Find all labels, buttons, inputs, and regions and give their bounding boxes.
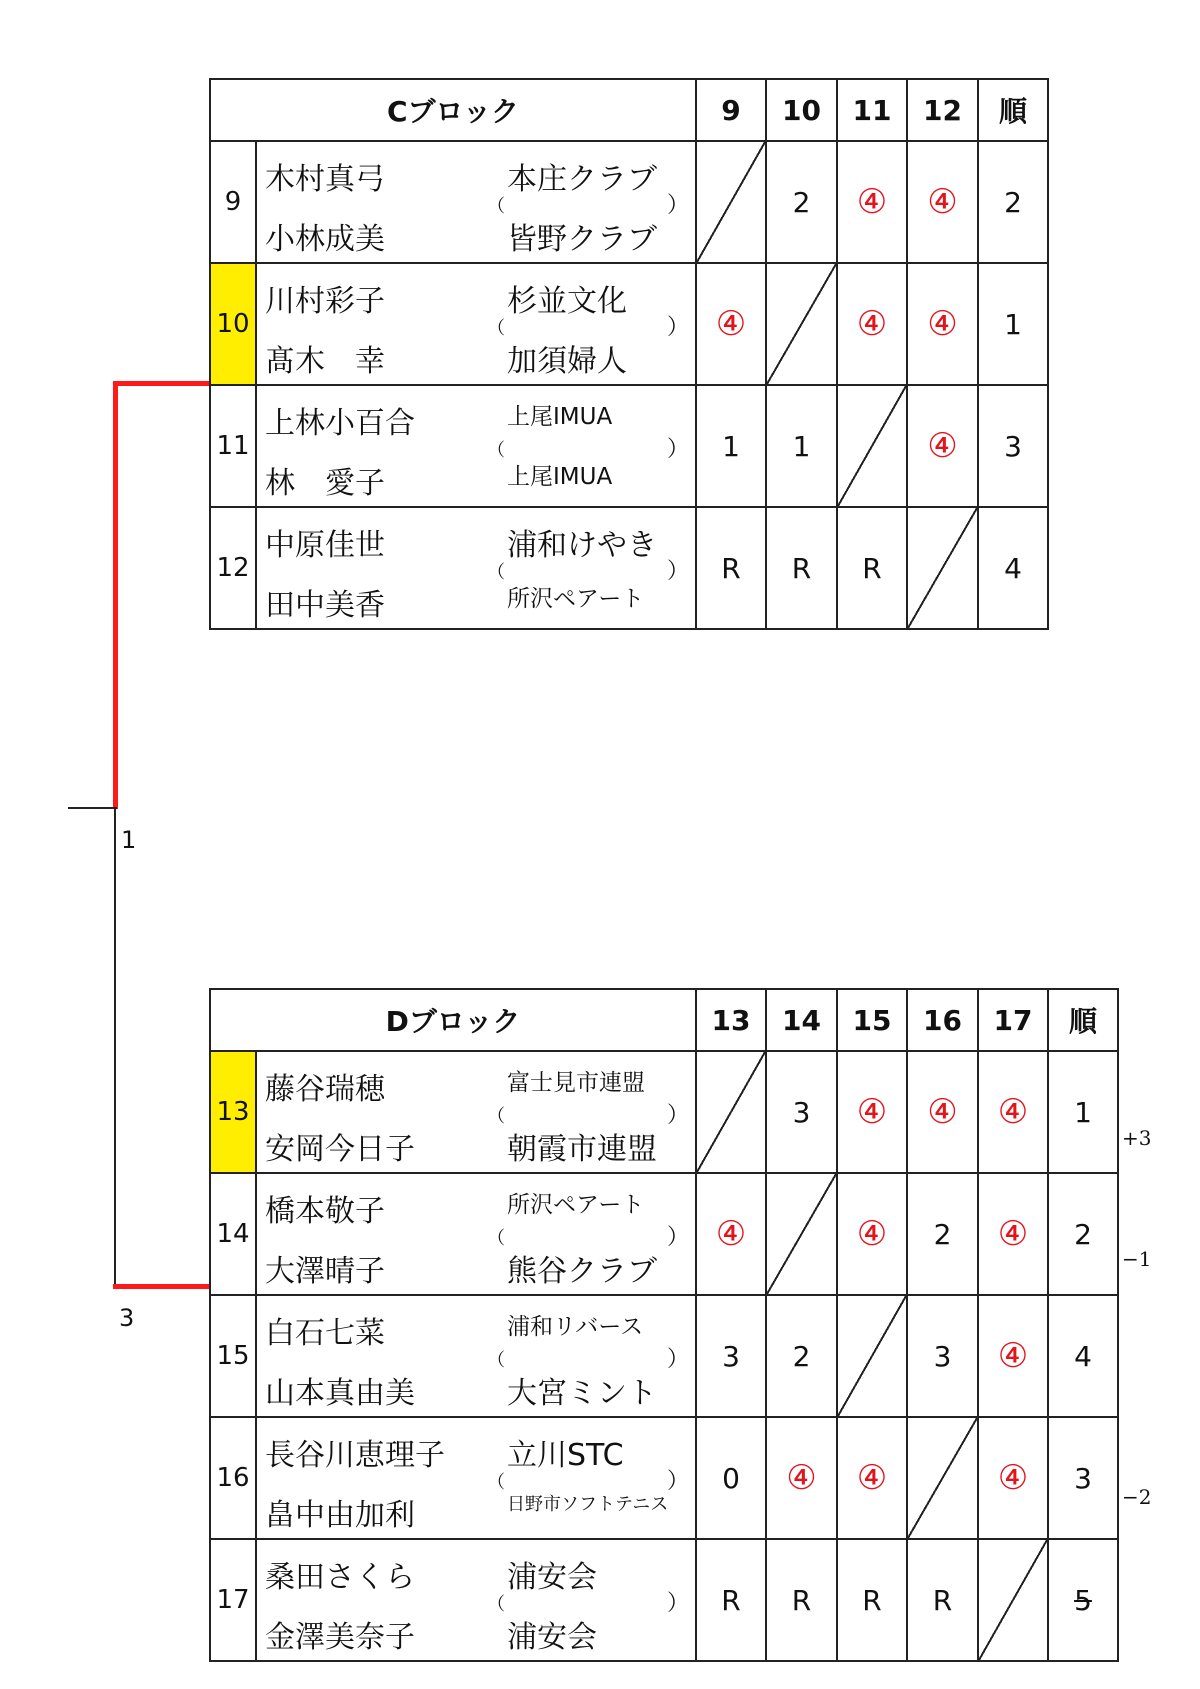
score-cell: ④ [978, 1417, 1048, 1539]
rank-cell: 4 [978, 507, 1048, 629]
table-row [210, 263, 1048, 385]
pair-cell [256, 141, 696, 263]
bracket-top-score: 1 [121, 826, 137, 854]
score-cell: ④ [978, 1173, 1048, 1295]
player-2-name: 小林成美 [265, 222, 385, 257]
diagonal-cell [696, 1051, 766, 1173]
paren-open: （ [487, 440, 505, 461]
score-cell: ④ [837, 1417, 907, 1539]
team-2-name: 皆野クラブ [507, 222, 657, 257]
c-block-table [209, 78, 1049, 630]
rank-cell: 4 [1048, 1295, 1118, 1417]
team-2-name: 日野市ソフトテニス [507, 1494, 669, 1515]
col-header: 16 [907, 989, 978, 1051]
pair-cell [256, 385, 696, 507]
col-header: 12 [907, 79, 978, 141]
paren-open: （ [487, 196, 505, 217]
table-row [210, 1051, 1118, 1173]
score-cell: ④ [907, 385, 978, 507]
score-cell: ④ [837, 263, 907, 385]
paren-close: ） [666, 315, 689, 340]
paren-close: ） [666, 1591, 689, 1616]
paren-close: ） [666, 1225, 689, 1250]
entry-number: 14 [210, 1173, 256, 1295]
team-1-name: 富士見市連盟 [507, 1070, 645, 1096]
score-cell: ④ [907, 141, 978, 263]
bracket-black-vertical [114, 808, 116, 1285]
diagonal-cell [696, 141, 766, 263]
score-cell: R [696, 507, 766, 629]
paren-close: ） [666, 193, 689, 218]
rank-cell: 2 [1048, 1173, 1118, 1295]
rank-cell: 1 [1048, 1051, 1118, 1173]
rank-header: 順 [1048, 989, 1118, 1051]
player-1-name: 長谷川恵理子 [265, 1438, 445, 1473]
bracket-red-horizontal-bottom [113, 1284, 210, 1289]
score-cell: ④ [837, 141, 907, 263]
player-2-name: 林 愛子 [265, 466, 385, 501]
rank-cell: 5 [1048, 1539, 1118, 1661]
table-row [210, 1417, 1118, 1539]
paren-open: （ [487, 1594, 505, 1615]
score-cell: 2 [766, 141, 837, 263]
col-header: 11 [837, 79, 907, 141]
c-block-title: Cブロック [210, 79, 696, 141]
team-1-name: 浦和リバース [507, 1314, 644, 1340]
entry-number: 16 [210, 1417, 256, 1539]
score-cell: 2 [766, 1295, 837, 1417]
col-header: 14 [766, 989, 837, 1051]
score-cell: 2 [907, 1173, 978, 1295]
score-cell: ④ [766, 1417, 837, 1539]
score-cell: R [696, 1539, 766, 1661]
player-1-name: 木村真弓 [265, 162, 385, 197]
team-2-name: 大宮ミント [507, 1376, 657, 1411]
bracket-bottom-score: 3 [119, 1304, 135, 1332]
score-cell: ④ [696, 263, 766, 385]
table-row [210, 1173, 1118, 1295]
score-cell: ④ [907, 1051, 978, 1173]
rank-cell: 3 [1048, 1417, 1118, 1539]
side-note-13: +3 [1122, 1126, 1152, 1150]
c-block-header [210, 79, 1048, 141]
player-2-name: 大澤晴子 [265, 1254, 385, 1289]
entry-number: 10 [210, 263, 256, 385]
diagonal-cell [907, 507, 978, 629]
score-cell: R [766, 507, 837, 629]
score-cell: 0 [696, 1417, 766, 1539]
diagonal-cell [907, 1417, 978, 1539]
score-cell: ④ [978, 1051, 1048, 1173]
score-cell: 3 [696, 1295, 766, 1417]
rank-cell: 3 [978, 385, 1048, 507]
player-1-name: 桑田さくら [265, 1560, 415, 1595]
entry-number: 12 [210, 507, 256, 629]
team-2-name: 熊谷クラブ [507, 1254, 657, 1289]
score-cell: R [837, 1539, 907, 1661]
col-header: 17 [978, 989, 1048, 1051]
paren-open: （ [487, 318, 505, 339]
bracket-red-vertical-top [113, 381, 118, 809]
table-row [210, 385, 1048, 507]
side-note-16: −2 [1122, 1485, 1152, 1509]
pair-cell [256, 507, 696, 629]
team-1-name: 上尾IMUA [507, 404, 613, 430]
paren-open: （ [487, 1228, 505, 1249]
pair-cell [256, 1173, 696, 1295]
pair-cell [256, 1539, 696, 1661]
side-note-14: −1 [1122, 1247, 1152, 1271]
team-2-name: 朝霞市連盟 [507, 1132, 657, 1167]
team-1-name: 所沢ペアート [507, 1192, 645, 1218]
paren-close: ） [666, 1347, 689, 1372]
player-2-name: 山本真由美 [265, 1376, 415, 1411]
score-cell: ④ [837, 1051, 907, 1173]
score-cell: 1 [696, 385, 766, 507]
player-1-name: 藤谷瑞穂 [265, 1072, 385, 1107]
rank-header: 順 [978, 79, 1048, 141]
rank-cell: 2 [978, 141, 1048, 263]
diagonal-cell [766, 263, 837, 385]
diagonal-cell [837, 385, 907, 507]
diagonal-cell [837, 1295, 907, 1417]
d-block-header [210, 989, 1118, 1051]
team-1-name: 本庄クラブ [507, 162, 657, 197]
entry-number: 13 [210, 1051, 256, 1173]
score-cell: ④ [696, 1173, 766, 1295]
entry-number: 17 [210, 1539, 256, 1661]
entry-number: 11 [210, 385, 256, 507]
player-1-name: 白石七菜 [265, 1316, 385, 1351]
table-row [210, 1295, 1118, 1417]
diagonal-cell [766, 1173, 837, 1295]
paren-open: （ [487, 562, 505, 583]
paren-close: ） [666, 559, 689, 584]
paren-close: ） [666, 437, 689, 462]
paren-close: ） [666, 1469, 689, 1494]
score-cell: ④ [907, 263, 978, 385]
team-1-name: 立川STC [507, 1438, 624, 1473]
player-2-name: 畠中由加利 [265, 1498, 415, 1533]
paren-open: （ [487, 1106, 505, 1127]
player-2-name: 髙木 幸 [265, 344, 385, 379]
paren-open: （ [487, 1472, 505, 1493]
bracket-winner-line [68, 807, 117, 809]
team-2-name: 上尾IMUA [507, 464, 613, 490]
entry-number: 15 [210, 1295, 256, 1417]
player-1-name: 上林小百合 [265, 406, 415, 441]
col-header: 13 [696, 989, 766, 1051]
paren-close: ） [666, 1103, 689, 1128]
score-cell: R [907, 1539, 978, 1661]
table-row [210, 1539, 1118, 1661]
table-row [210, 141, 1048, 263]
player-1-name: 中原佳世 [265, 528, 385, 563]
team-2-name: 加須婦人 [507, 344, 627, 379]
player-1-name: 橋本敬子 [265, 1194, 385, 1229]
bracket-red-horizontal-top [113, 381, 210, 386]
diagonal-cell [978, 1539, 1048, 1661]
team-2-name: 所沢ペアート [507, 586, 645, 612]
score-cell: ④ [837, 1173, 907, 1295]
col-header: 15 [837, 989, 907, 1051]
score-cell: R [837, 507, 907, 629]
player-2-name: 安岡今日子 [265, 1132, 415, 1167]
team-1-name: 浦安会 [507, 1560, 597, 1595]
score-cell: ④ [978, 1295, 1048, 1417]
score-cell: R [766, 1539, 837, 1661]
team-1-name: 浦和けやき [507, 528, 657, 563]
rank-cell: 1 [978, 263, 1048, 385]
pair-cell [256, 263, 696, 385]
d-block-table [209, 988, 1119, 1662]
d-block-title: Dブロック [210, 989, 696, 1051]
score-cell: 3 [766, 1051, 837, 1173]
score-cell: 3 [907, 1295, 978, 1417]
score-cell: 1 [766, 385, 837, 507]
team-2-name: 浦安会 [507, 1620, 597, 1655]
team-1-name: 杉並文化 [507, 284, 627, 319]
entry-number: 9 [210, 141, 256, 263]
pair-cell [256, 1417, 696, 1539]
player-2-name: 金澤美奈子 [265, 1620, 415, 1655]
pair-cell [256, 1295, 696, 1417]
table-row [210, 507, 1048, 629]
player-1-name: 川村彩子 [265, 284, 385, 319]
col-header: 9 [696, 79, 766, 141]
pair-cell [256, 1051, 696, 1173]
col-header: 10 [766, 79, 837, 141]
paren-open: （ [487, 1350, 505, 1371]
player-2-name: 田中美香 [265, 588, 385, 623]
